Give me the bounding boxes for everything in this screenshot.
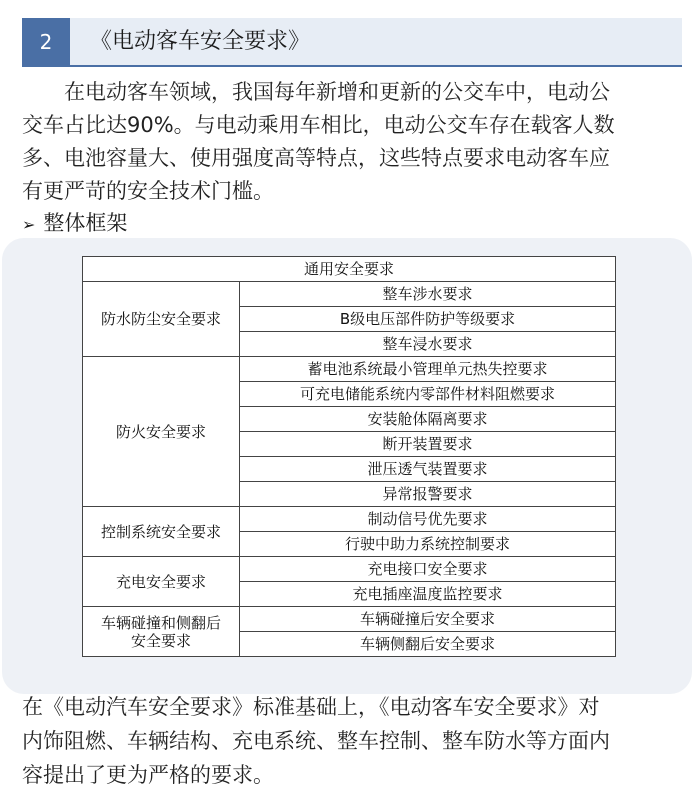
- item-cell: 车辆侧翻后安全要求: [240, 632, 616, 657]
- item-cell: 行驶中助力系统控制要求: [240, 532, 616, 557]
- intro-line: 有更严苛的安全技术门槛。: [22, 179, 274, 203]
- category-cell-control: 控制系统安全要求: [83, 507, 240, 557]
- section-number: 2: [22, 18, 70, 66]
- item-cell: 安装舱体隔离要求: [240, 407, 616, 432]
- category-cell-waterproof: 防水防尘安全要求: [83, 282, 240, 357]
- category-cell-collision: [83, 607, 240, 657]
- category-line: 安全要求: [130, 631, 191, 650]
- general-requirement-cell: 通用安全要求: [83, 257, 616, 282]
- item-cell: 车辆碰撞后安全要求: [240, 607, 616, 632]
- item-cell: 蓄电池系统最小管理单元热失控要求: [240, 357, 616, 382]
- item-cell: 异常报警要求: [240, 482, 616, 507]
- framework-heading: [22, 208, 127, 238]
- category-line: 车辆碰撞和侧翻后: [100, 613, 221, 632]
- item-cell: B级电压部件防护等级要求: [240, 307, 616, 332]
- summary-line: 在《电动汽车安全要求》标准基础上，《电动客车安全要求》对: [22, 695, 600, 719]
- framework-heading-text: 整体框架: [43, 211, 128, 235]
- category-cell-charging: 充电安全要求: [83, 557, 240, 607]
- framework-table: [82, 256, 616, 657]
- intro-line: 交车占比达90%。与电动乘用车相比，电动公交车存在载客人数: [22, 113, 615, 137]
- summary-line: 内饰阻燃、车辆结构、充电系统、整车控制、整车防水等方面内: [22, 729, 610, 753]
- item-cell: 整车涉水要求: [240, 282, 616, 307]
- section-header: [22, 18, 682, 66]
- item-cell: 泄压透气装置要求: [240, 457, 616, 482]
- summary-paragraph: [22, 690, 692, 792]
- item-cell: 整车浸水要求: [240, 332, 616, 357]
- item-cell: 断开装置要求: [240, 432, 616, 457]
- item-cell: 制动信号优先要求: [240, 507, 616, 532]
- summary-line: 容提出了更为严格的要求。: [22, 763, 274, 787]
- item-cell: 充电接口安全要求: [240, 557, 616, 582]
- section-title: 《电动客车安全要求》: [90, 29, 311, 54]
- intro-line: 在电动客车领域，我国每年新增和更新的公交车中，电动公: [22, 80, 610, 104]
- item-cell: 充电插座温度监控要求: [240, 582, 616, 607]
- header-rule: [22, 65, 682, 67]
- arrow-bullet-icon: ➢: [22, 215, 36, 234]
- intro-line: 多、电池容量大、使用强度高等特点，这些特点要求电动客车应: [22, 146, 610, 170]
- intro-paragraph: [22, 76, 682, 208]
- category-cell-fire: 防火安全要求: [83, 357, 240, 507]
- item-cell: 可充电储能系统内零部件材料阻燃要求: [240, 382, 616, 407]
